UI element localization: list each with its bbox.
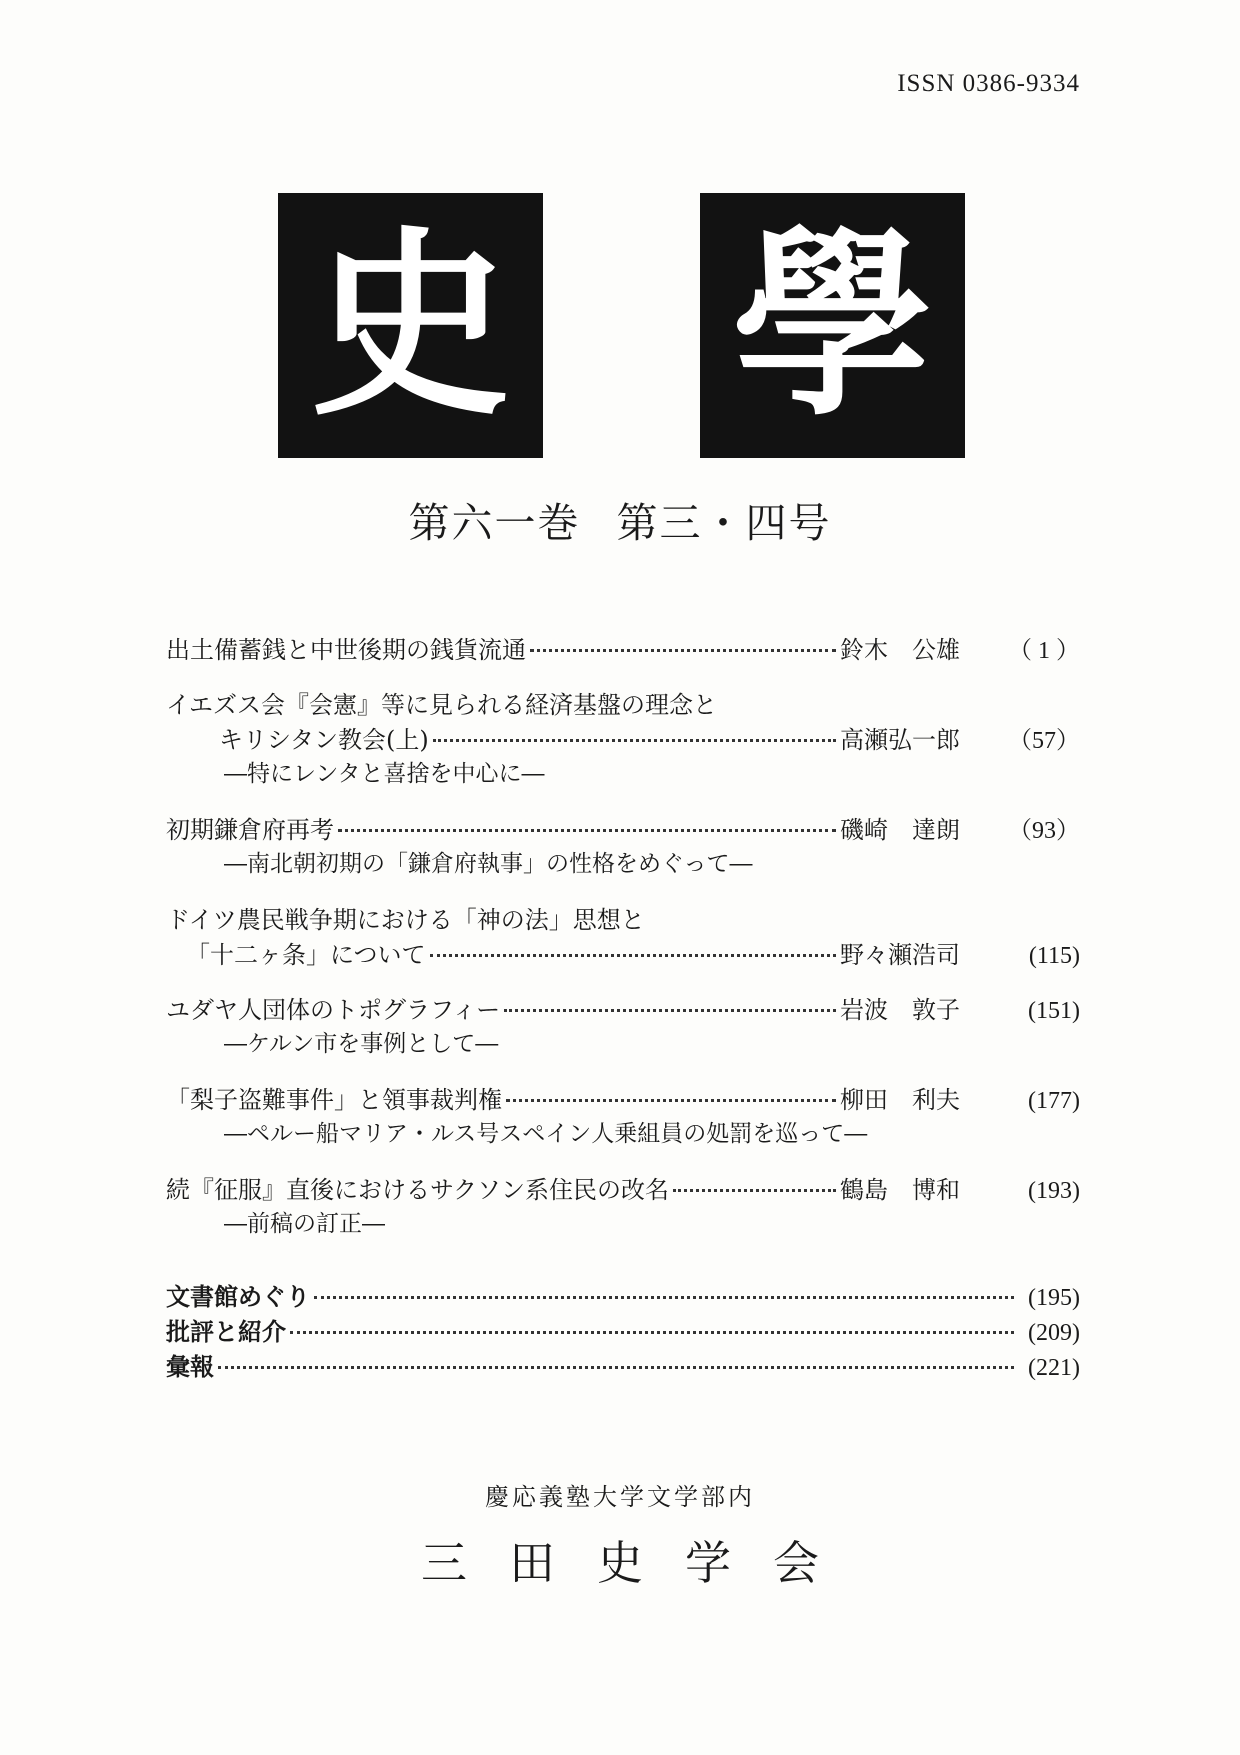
misc-page: (209) bbox=[1028, 1320, 1080, 1346]
misc-page: (221) bbox=[1028, 1355, 1080, 1381]
article-author: 鶴島 博和 bbox=[840, 1176, 960, 1204]
title-character-shi bbox=[278, 193, 543, 458]
leader-dots bbox=[338, 829, 836, 832]
misc-entry bbox=[166, 1312, 1080, 1347]
toc-entry bbox=[166, 900, 1080, 970]
article-title: 初期鎌倉府再考 bbox=[166, 816, 334, 844]
misc-page: (195) bbox=[1028, 1285, 1080, 1311]
article-page: (151) bbox=[1028, 998, 1080, 1024]
leader-dots bbox=[314, 1296, 1014, 1299]
article-title: 続『征服』直後におけるサクソン系住民の改名 bbox=[166, 1176, 670, 1204]
article-page: （ 1 ） bbox=[1008, 638, 1080, 664]
table-of-contents bbox=[166, 630, 1080, 1260]
article-subtitle: ―特にレンタと喜捨を中心に― bbox=[224, 761, 545, 787]
misc-entry bbox=[166, 1347, 1080, 1382]
article-author: 柳田 利夫 bbox=[840, 1086, 960, 1114]
toc-entry bbox=[166, 685, 1080, 790]
misc-entry bbox=[166, 1277, 1080, 1312]
leader-dots bbox=[530, 649, 836, 652]
misc-label: 彙報 bbox=[166, 1352, 214, 1381]
title-character-gaku bbox=[700, 193, 965, 458]
article-title: 「梨子盗難事件」と領事裁判権 bbox=[166, 1086, 502, 1114]
article-page: （57） bbox=[1008, 728, 1080, 754]
article-author: 鈴木 公雄 bbox=[840, 636, 960, 664]
misc-label: 批評と紹介 bbox=[166, 1317, 286, 1346]
publisher-name: 三田史学会 bbox=[421, 1536, 861, 1590]
issue-number: 第三・四号 bbox=[616, 499, 832, 547]
leader-dots bbox=[504, 1009, 836, 1012]
article-page: (193) bbox=[1028, 1178, 1080, 1204]
article-title: 出土備蓄銭と中世後期の銭貨流通 bbox=[166, 636, 526, 664]
article-author: 野々瀬浩司 bbox=[840, 941, 960, 969]
article-subtitle: ―ケルン市を事例として― bbox=[224, 1031, 499, 1057]
article-subtitle: ―南北朝初期の「鎌倉府執事」の性格をめぐって― bbox=[224, 851, 753, 877]
leader-dots bbox=[433, 739, 836, 742]
title-char-1: 史 bbox=[310, 207, 511, 443]
leader-dots bbox=[506, 1099, 836, 1102]
article-author: 高瀬弘一郎 bbox=[840, 726, 960, 754]
article-page: （93） bbox=[1008, 818, 1080, 844]
toc-entry bbox=[166, 990, 1080, 1060]
article-title: イエズス会『会憲』等に見られる経済基盤の理念と bbox=[166, 691, 718, 719]
toc-entry bbox=[166, 630, 1080, 665]
article-page: (177) bbox=[1028, 1088, 1080, 1114]
leader-dots bbox=[218, 1366, 1014, 1369]
volume-issue bbox=[0, 490, 1240, 549]
article-subtitle: ―前稿の訂正― bbox=[224, 1211, 385, 1237]
issn-number: ISSN 0386-9334 bbox=[897, 70, 1080, 97]
toc-entry bbox=[166, 1170, 1080, 1240]
leader-dots bbox=[430, 954, 836, 957]
article-author: 磯崎 達朗 bbox=[840, 816, 960, 844]
toc-entry bbox=[166, 810, 1080, 880]
title-char-2: 學 bbox=[732, 207, 933, 443]
misc-sections bbox=[166, 1277, 1080, 1382]
article-page: (115) bbox=[1028, 943, 1080, 969]
leader-dots bbox=[673, 1189, 836, 1192]
article-subtitle: ―ペルー船マリア・ルス号スペイン人乗組員の処罰を巡って― bbox=[224, 1121, 868, 1147]
article-title: ユダヤ人団体のトポグラフィー bbox=[166, 996, 501, 1024]
article-title: ドイツ農民戦争期における「神の法」思想と bbox=[166, 906, 645, 934]
article-title-cont: 「十二ヶ条」について bbox=[186, 941, 426, 969]
publisher-affiliation: 慶応義塾大学文学部内 bbox=[485, 1483, 755, 1511]
toc-entry bbox=[166, 1080, 1080, 1150]
volume-number: 第六一巻 bbox=[408, 499, 581, 547]
article-author: 岩波 敦子 bbox=[840, 996, 960, 1024]
misc-label: 文書館めぐり bbox=[166, 1282, 310, 1311]
article-title-cont: キリシタン教会(上) bbox=[219, 726, 429, 754]
leader-dots bbox=[290, 1331, 1014, 1334]
